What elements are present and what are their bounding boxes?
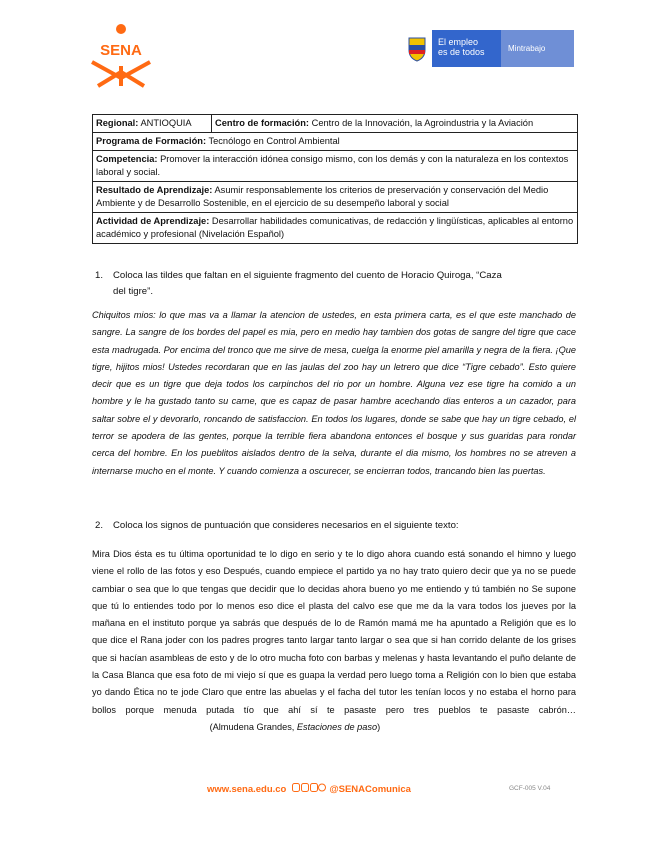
banner-slogan-line2: es de todos — [438, 47, 485, 57]
centro-label: Centro de formación: — [215, 118, 310, 128]
footer-social-handle[interactable]: @SENAComunica — [329, 783, 411, 795]
resultado-cell — [93, 182, 578, 213]
banner-ministry: Mintrabajo — [501, 30, 574, 67]
competencia-label: Competencia: — [96, 154, 158, 164]
table-row — [93, 133, 578, 151]
question-2 — [95, 518, 459, 534]
tiger-story-paragraph: Chiquitos mios: lo que mas va a llamar la atencion de ustedes, en esta primera carta, es el que este manchado de sangre. La sangre de los bordes del papel es mia, pero en medio hay tambien dos gotas de sangre del tigre que cace esta madrugada. Por encima del tronco que me sirve de mesa, cuelga la enorme piel amarilla y negra de la fiera. ¡Que tigre, hijitos mios! Ustedes recordaran que en las jaulas del zoo hay un letrero que dice “Tigre cebado”. Esto quiere decir que es un tigre que deja todos los carpinchos del rio por un hombre. Alguna vez ese tigre ha comido a un hombre y le ha gustado tanto su carne, que es capaz de pasar hambre acechando dias enteros a un cazador, para saltar sobre el y devorarlo, roncando de satisfaccion. En todos los lugares, donde se sabe que hay un tigre cebado, el terror se apodera de las gentes, porque la terrible fiera abandona entonces el bosque y sus guaridas para rondar cerca del hombre. En los pueblitos aislados dentro de la selva, durante el dia mismo, los hombres no se atreven a internarse mucho en el monte. Y cuando comienza a oscurecer, se encierran todos, trancando bien las puertas. — [92, 310, 576, 476]
regional-cell — [93, 115, 212, 133]
footer-website-link[interactable]: www.sena.edu.co — [207, 783, 287, 795]
banner-slogan-line1: El empleo — [438, 37, 479, 47]
actividad-cell — [93, 213, 578, 244]
programa-cell — [93, 133, 578, 151]
banner-slogan — [432, 30, 501, 67]
table-row — [93, 213, 578, 244]
centro-cell — [212, 115, 578, 133]
actividad-label: Actividad de Aprendizaje: — [96, 216, 210, 226]
citation-title: Estaciones de paso — [296, 721, 378, 732]
punctuation-paragraph — [92, 546, 576, 736]
document-code: GCF-005 V.04 — [509, 785, 551, 792]
question-1-text: Coloca las tildes que faltan en el siguiente fragmento del cuento de Horacio Quiroga, “Caza — [113, 270, 502, 281]
social-media-icons — [292, 783, 326, 795]
table-row — [93, 182, 578, 213]
footer — [207, 783, 411, 795]
sena-logo — [88, 22, 154, 88]
regional-label: Regional: — [96, 118, 139, 128]
programa-value: Tecnólogo en Control Ambiental — [208, 136, 340, 146]
question-2-number: 2. — [95, 520, 104, 531]
question-1-text-cont: del tigre”. — [113, 286, 153, 297]
table-row — [93, 151, 578, 182]
citation-author: (Almudena Grandes, — [209, 721, 295, 732]
punctuation-paragraph-text: Mira Dios ésta es tu última oportunidad te lo digo en serio y te lo digo ahora cuando está sonando el himno y luego viene el rollo de las fotos y eso Después, cuando empiece el partido ya no hay trato quiero decir que ya no se puede cambiar o sea que lo que tengas que decidir que lo decidas ahora bueno yo me entiendo y tú también no Se supone que tú lo entiendes todo por lo menos eso dice el plasta del calvo ese que me da la vara todos los jueves por la mañana en el instituto porque ya sabrás que después de lo de Ramón mamá me ha apuntado a Religión que es lo que dice el Rana joder con los padres progres tanto largar tanto largar o sea que si han corrido delante de los grises que si hacían asambleas de esto y de lo otro mucha foto con barbas y melenas y hasta levantando el puño delante de la Casa Blanca que esa foto de mi viejo sí que es guapa la verdad pero luego toma a Religión con lo bien que estaba yo dando Ética no te jode Claro que entre las abuelas y el facha del tutor les tenían locos y no estaba el horno para bollos porque menuda putada tío que ahí sí te pasaste pero tres pueblos te pasaste cabrón… — [92, 549, 576, 715]
svg-text:SENA: SENA — [100, 42, 142, 59]
government-banner — [401, 30, 574, 67]
resultado-label: Resultado de Aprendizaje: — [96, 185, 213, 195]
course-info-table — [92, 114, 578, 244]
question-1 — [95, 268, 565, 300]
regional-value: ANTIOQUIA — [140, 118, 192, 128]
resultado-value: Asumir responsablemente los criterios de preservación y conservación del Medio Ambiente y de Desarrollo Sostenible, en el ejercicio de su desempeño laboral y social — [96, 185, 549, 208]
competencia-cell — [93, 151, 578, 182]
citation-close: ) — [377, 721, 381, 732]
question-2-text: Coloca los signos de puntuación que consideres necesarios en el siguiente texto: — [113, 520, 459, 531]
table-row — [93, 115, 578, 133]
question-1-number: 1. — [95, 270, 104, 281]
centro-value: Centro de la Innovación, la Agroindustria y la Aviación — [311, 118, 534, 128]
competencia-value: Promover la interacción idónea consigo mismo, con los demás y con la naturaleza en los contextos laboral y social. — [96, 154, 569, 177]
actividad-value: Desarrollar habilidades comunicativas, de redacción y lingüísticas, aplicables al entorno académico y profesional (Nivelación Español) — [96, 216, 574, 239]
colombia-shield-icon — [401, 30, 432, 67]
programa-label: Programa de Formación: — [96, 136, 207, 146]
